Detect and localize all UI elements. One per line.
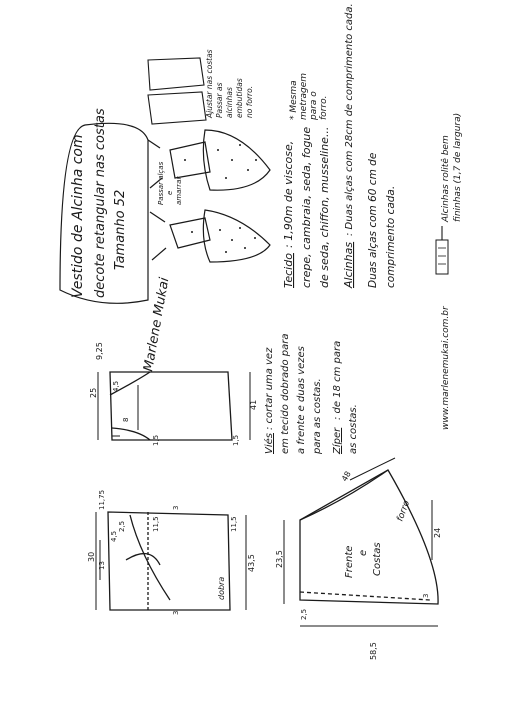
bodice-front-dim-25: 2,5	[118, 520, 126, 532]
skirt-label-line3: Costas	[372, 542, 383, 576]
skirt-dim-25: 2,5	[300, 608, 308, 620]
straps-note-line1: : Duas alças com 28cm de comprimento cada.	[344, 3, 355, 236]
straps-note-line2: Duas alças com 60 cm de	[367, 152, 379, 288]
skirt-dim-48: 48	[339, 469, 353, 483]
pass-note-line2: alcinhas	[225, 87, 234, 118]
bodice-back-dims	[98, 372, 250, 440]
pass-note-line5: Ajustar nas costas	[205, 49, 214, 118]
bodice-front-dim-3a: 3	[172, 505, 180, 510]
bodice-back-dim-25: 25	[89, 387, 98, 398]
title-block	[60, 108, 148, 303]
skirt-dim-24: 24	[433, 527, 442, 538]
strap-guide-line2: fininhas (1,7 de largura)	[453, 112, 463, 222]
bodice-back-piece	[110, 372, 232, 440]
bodice-front-fold: dobra	[217, 576, 226, 600]
strap-piece-top	[148, 58, 204, 90]
fabric-note-line3: de seda, chiffon, musseline...	[318, 126, 331, 288]
straps-note	[342, 3, 397, 289]
bodice-front-dart	[126, 554, 160, 565]
strap-guide-line1: Alcinhas rolitê bem	[441, 135, 451, 222]
website-url: www.marlenemukai.com.br	[441, 306, 451, 430]
bodice-front-dim-1175: 11,75	[98, 489, 106, 510]
bodice-back-dim-925: 9,25	[95, 342, 104, 360]
bodice-back-dim-15b: 1,5	[232, 434, 240, 446]
bodice-back-dim-8: 8	[122, 417, 130, 422]
bodice-front-dim-30: 30	[87, 551, 96, 562]
front-skirt-sketch	[203, 210, 270, 262]
bodice-front-dim-435: 43,5	[247, 554, 256, 572]
bodice-front-dim-13: 13	[98, 561, 106, 570]
strap-sketch	[152, 248, 166, 260]
straps-tag: Alcinhas	[342, 241, 355, 288]
zipper-note-line1: : de 18 cm para	[332, 340, 343, 420]
skirt-dim-235: 23,5	[275, 550, 284, 568]
bodice-front-outline	[108, 512, 230, 610]
lining-note-line2: metragem	[299, 72, 309, 120]
pass-note-line3: embutidas	[235, 78, 244, 118]
lining-note-line4: forro.	[319, 95, 329, 120]
skirt-grainline	[300, 592, 430, 600]
zipper-note-line2: as costas.	[348, 404, 359, 454]
skirt-label-line1: Frente	[344, 545, 355, 578]
lining-note-line3: para o	[309, 91, 319, 120]
zipper-note	[331, 341, 359, 455]
fabric-note-line2: crepe, cambraia, seda, fogue	[300, 126, 313, 288]
facing-note-line3: a frente e duas vezes	[296, 346, 307, 454]
strap-piece-illustration	[148, 58, 206, 124]
strap-guide	[436, 113, 463, 274]
facing-note-line4: para as costas.	[312, 378, 323, 454]
title-line3: Tamanho 52	[113, 189, 128, 270]
fold-note-line1: Passar alças	[157, 161, 165, 205]
bodice-back-dim-45: 4,5	[112, 380, 120, 392]
pass-note-line4: no forro.	[245, 85, 254, 118]
skirt-piece	[300, 470, 438, 604]
bodice-front-curve	[130, 515, 170, 600]
skirt-fold-label: forro	[395, 499, 413, 524]
fabric-tag: Tecido	[282, 253, 295, 288]
bodice-front-dim-3b: 3	[172, 610, 180, 615]
zipper-tag: Zíper	[332, 427, 343, 454]
bodice-back-armhole	[112, 428, 150, 440]
bodice-front-piece	[108, 512, 230, 610]
bodice-front-dim-115b: 11,5	[230, 516, 238, 532]
bodice-front-dim-45: 4,5	[110, 530, 118, 542]
pass-note-line1: Passar as	[215, 82, 224, 118]
fabric-note-line1: : 1,90m de viscose,	[282, 140, 295, 248]
signature: Marlene Mukai	[141, 276, 173, 373]
facing-note	[263, 334, 323, 455]
facing-note-line1: : cortar uma vez	[264, 347, 275, 430]
strap-ruler	[436, 240, 448, 274]
skirt-dim-585: 58,5	[369, 642, 378, 660]
lining-note-line1: * Mesma	[289, 80, 299, 120]
strap-piece-bottom	[148, 92, 206, 124]
title-line2: decote retangular nas costas	[93, 108, 108, 298]
dress-dots	[184, 144, 257, 253]
fold-note-line2: e	[166, 190, 174, 195]
skirt-dim-3: 3	[422, 593, 430, 598]
facing-tag: Viés	[264, 433, 275, 454]
back-skirt-sketch	[203, 130, 270, 190]
facing-note-line2: em tecido dobrado para	[280, 333, 291, 454]
skirt-label-line2: e	[358, 549, 369, 556]
skirt-outline	[300, 470, 438, 604]
dress-front-illustration	[150, 210, 270, 262]
fold-note-line3: amarrar	[175, 176, 183, 205]
bodice-front-dim-115a: 11,5	[152, 516, 160, 532]
dress-back-illustration	[148, 130, 270, 190]
strap-sketch	[148, 140, 160, 148]
title-line1: Vestido de Alcinha com	[70, 134, 86, 298]
strap-sketch	[150, 212, 165, 222]
straps-note-line3: comprimento cada.	[385, 185, 397, 288]
fabric-note	[282, 127, 331, 288]
bodice-back-dim-41: 41	[249, 399, 258, 410]
bodice-back-dim-15a: 1,5	[152, 434, 160, 446]
